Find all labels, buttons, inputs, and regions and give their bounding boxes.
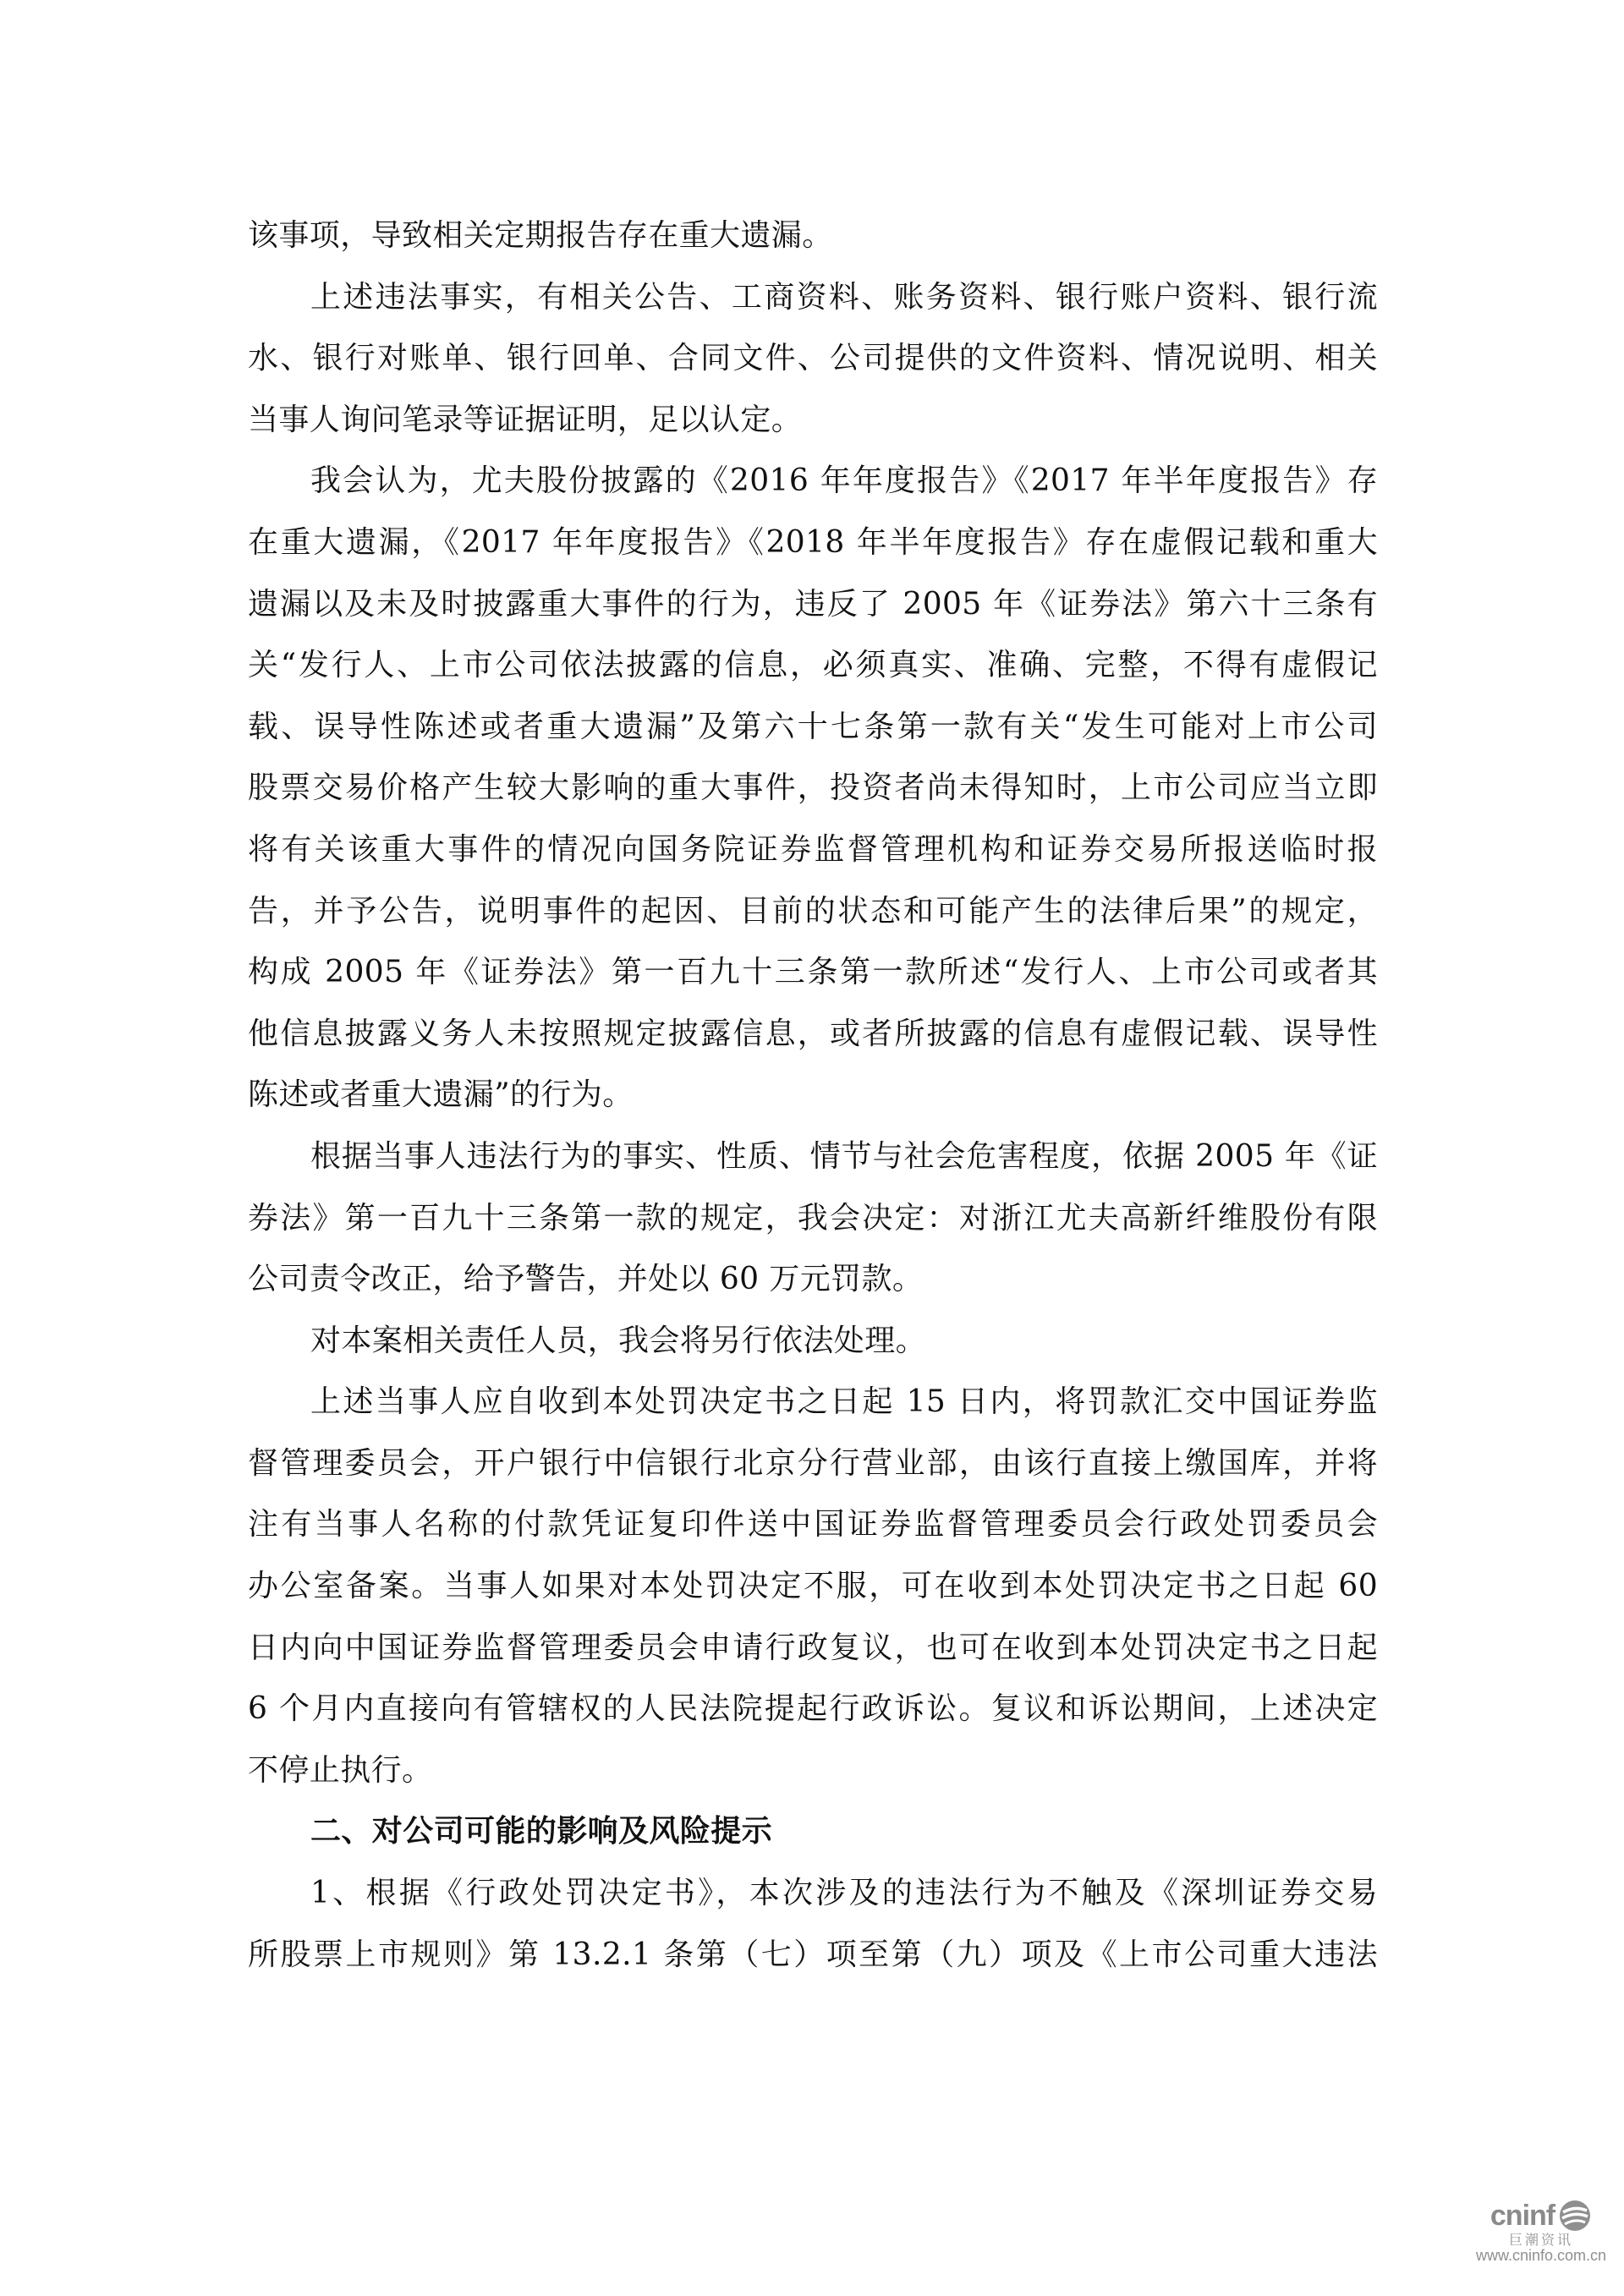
text-line: 券法》第一百九十三条第一款的规定，我会决定：对浙江尤夫高新纤维股份有限: [248, 1200, 1378, 1236]
text-line: 告，并予公告，说明事件的起因、目前的状态和可能产生的法律后果”的规定，: [248, 893, 1378, 929]
text-line: 将有关该重大事件的情况向国务院证券监督管理机构和证券交易所报送临时报: [248, 831, 1378, 867]
text-line: 日内向中国证券监督管理委员会申请行政复议，也可在收到本处罚决定书之日起: [248, 1630, 1378, 1665]
paragraph-p2: [248, 451, 1378, 1126]
text-line: 载、误导性陈述或者重大遗漏”及第六十七条第一款有关“发生可能对上市公司: [248, 709, 1378, 744]
paragraph-p5: [248, 1372, 1378, 1801]
document-body: [248, 205, 1378, 1986]
cninfo-logo-icon: [1558, 2199, 1592, 2233]
text-line: 他信息披露义务人未按照规定披露信息，或者所披露的信息有虚假记载、误导性: [248, 1016, 1378, 1051]
text-line: 督管理委员会，开户银行中信银行北京分行营业部，由该行直接上缴国库，并将: [248, 1445, 1378, 1481]
text-line: 上述当事人应自收到本处罚决定书之日起 15 日内，将罚款汇交中国证券监: [310, 1384, 1378, 1420]
text-line: 1、根据《行政处罚决定书》，本次涉及的违法行为不触及《深圳证券交易: [310, 1876, 1378, 1911]
text-line: 构成 2005 年《证券法》第一百九十三条第一款所述“发行人、上市公司或者其: [248, 955, 1378, 990]
paragraph-p0: [248, 205, 1378, 267]
text-line: 我会认为，尤夫股份披露的《2016 年年度报告》《2017 年半年度报告》存: [310, 463, 1378, 499]
text-line: 根据当事人违法行为的事实、性质、情节与社会危害程度，依据 2005 年《证: [310, 1138, 1378, 1174]
watermark-url: www.cninfo.com.cn: [1475, 2247, 1607, 2264]
paragraph-p6: [248, 1863, 1378, 1986]
text-line: 6 个月内直接向有管辖权的人民法院提起行政诉讼。复议和诉讼期间，上述决定: [248, 1691, 1378, 1727]
watermark-top: [1465, 2199, 1617, 2233]
text-line: 在重大遗漏，《2017 年年度报告》《2018 年半年度报告》存在虚假记载和重大: [248, 524, 1378, 560]
watermark-brand: cninf: [1490, 2199, 1555, 2232]
text-line: 公司责令改正，给予警告，并处以 60 万元罚款。: [248, 1262, 924, 1297]
paragraph-p1: [248, 267, 1378, 452]
text-line: 关“发行人、上市公司依法披露的信息，必须真实、准确、完整，不得有虚假记: [248, 648, 1378, 683]
cninfo-watermark: [1465, 2199, 1617, 2265]
text-line: 不停止执行。: [248, 1752, 433, 1788]
text-line: 股票交易价格产生较大影响的重大事件，投资者尚未得知时，上市公司应当立即: [248, 770, 1378, 806]
text-line: 所股票上市规则》第 13.2.1 条第（七）项至第（九）项及《上市公司重大违法: [248, 1937, 1378, 1972]
watermark-brand-cn: 巨潮资讯: [1508, 2233, 1573, 2248]
text-line: 上述违法事实，有相关公告、工商资料、账务资料、银行账户资料、银行流: [310, 279, 1378, 315]
section-heading: 二、对公司可能的影响及风险提示: [310, 1814, 773, 1849]
text-line: 对本案相关责任人员，我会将另行依法处理。: [310, 1323, 927, 1358]
paragraph-p4: [248, 1311, 1378, 1373]
text-line: 遗漏以及未及时披露重大事件的行为，违反了 2005 年《证券法》第六十三条有: [248, 586, 1378, 622]
paragraph-p3: [248, 1126, 1378, 1311]
text-line: 办公室备案。当事人如果对本处罚决定不服，可在收到本处罚决定书之日起 60: [248, 1569, 1378, 1604]
text-line: 水、银行对账单、银行回单、合同文件、公司提供的文件资料、情况说明、相关: [248, 341, 1378, 376]
text-line: 该事项，导致相关定期报告存在重大遗漏。: [248, 218, 833, 253]
text-line: 陈述或者重大遗漏”的行为。: [248, 1077, 634, 1113]
text-line: 注有当事人名称的付款凭证复印件送中国证券监督管理委员会行政处罚委员会: [248, 1507, 1378, 1543]
text-line: 当事人询问笔录等证据证明，足以认定。: [248, 402, 803, 437]
